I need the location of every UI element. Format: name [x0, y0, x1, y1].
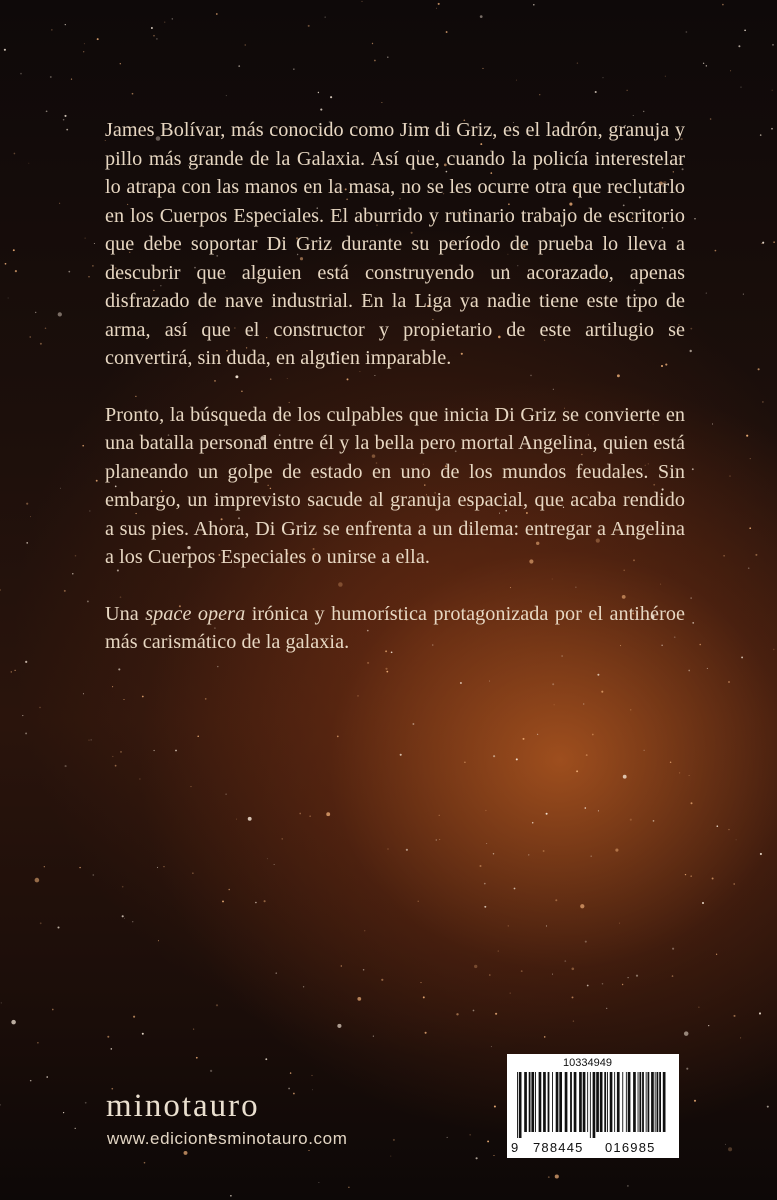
isbn-lead-digit: 9: [511, 1140, 520, 1155]
barcode: [507, 1054, 679, 1158]
blurb-paragraph-2: Pronto, la búsqueda de los culpables que inicia Di Griz se convierte en una batalla personal entre él y la bella pero mortal Angelina, quien está planeando un golpe de estado en uno de los mundos feudales. Sin embargo, un imprevisto sacude al granuja espacial, que acaba rendido a sus pies. Ahora, Di Griz se enfrenta a un dilema: entregar a Angelina a los Cuerpos Especiales o unirse a ella.: [105, 403, 685, 568]
blurb-p3-italic: space opera: [145, 602, 246, 625]
isbn-group-2: 016985: [605, 1140, 656, 1155]
back-cover-blurb: [105, 116, 685, 685]
blurb-p3-start: Una: [105, 602, 146, 625]
barcode-code: 10334949: [563, 1057, 612, 1069]
blurb-p3-end: irónica y humorística protagonizada por el antihéroe más carismático de la galaxia.: [105, 602, 685, 653]
isbn-group-1: 788445: [533, 1140, 584, 1155]
blurb-paragraph-1: James Bolívar, más conocido como Jim di Griz, es el ladrón, granuja y pillo más grande de la Galaxia. Así que, cuando la policía interestelar lo atrapa con las manos en la masa, no se les ocurre otra que reclutarlo en los Cuerpos Especiales. El aburrido y rutinario trabajo de escritorio que debe soportar Di Griz durante su período de prueba lo lleva a descubrir que alguien está construyendo un acorazado, apenas disfrazado de nave industrial. En la Liga ya nadie tiene este tipo de arma, así que el constructor y propietario de este artilugio se convertirá, sin duda, en alguien imparable.: [105, 119, 685, 369]
publisher-website: www.edicionesminotauro.com: [107, 1129, 348, 1148]
blurb-paragraph-3: [105, 600, 685, 657]
publisher-logo: minotauro: [106, 1088, 260, 1124]
barcode-bars: [513, 1072, 673, 1138]
